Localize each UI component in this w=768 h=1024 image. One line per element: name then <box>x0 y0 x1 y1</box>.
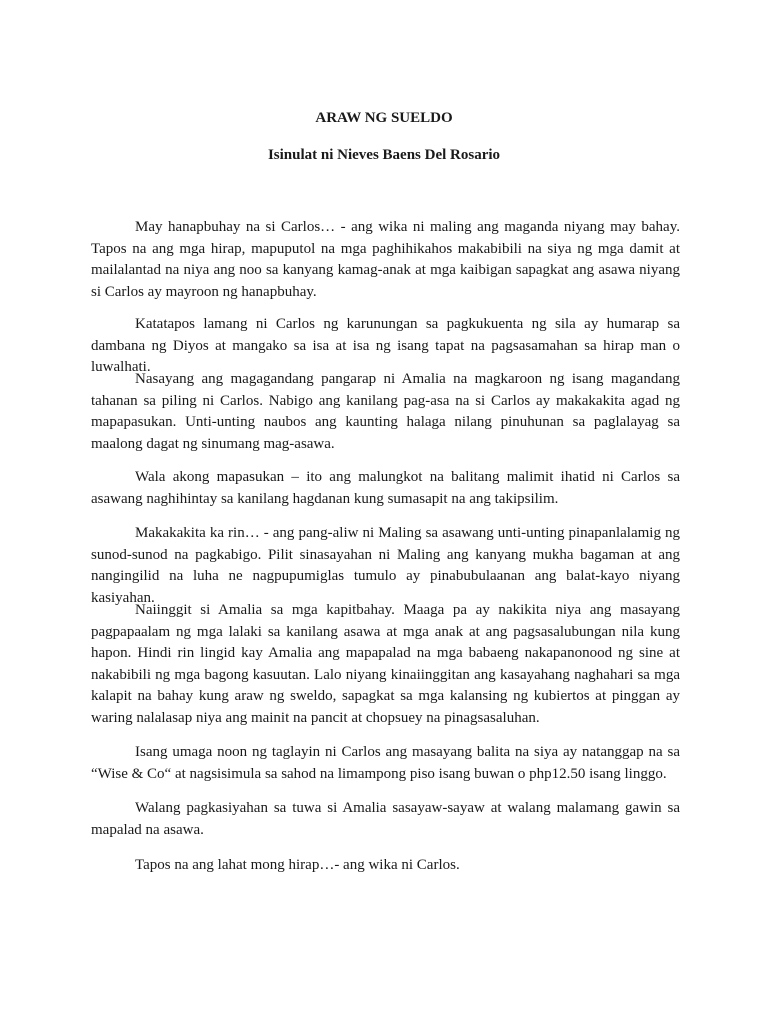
paragraph-8: Walang pagkasiyahan sa tuwa si Amalia sasayaw-sayaw at walang malamang gawin sa mapalad na asawa. <box>91 800 680 838</box>
document-title: ARAW NG SUELDO <box>315 110 453 126</box>
paragraph-7: Isang umaga noon ng taglayin ni Carlos ang masayang balita na siya ay natanggap na sa “Wise & Co“ at nagsisimula sa sahod na limampong piso isang buwan o php12.50 isang linggo. <box>91 744 680 782</box>
paragraph-5: Makakakita ka rin… - ang pang-aliw ni Maling sa asawang unti-unting pinapanlalamig ng sunod-sunod na pagkabigo. Pilit sinasayahan ni Maling ang kanyang mukha bagaman at ang nangingilid na luha ne nagpupumiglas tumulo ay pinabubulaanan ang balat-kayo niyang kasiyahan. <box>91 525 680 606</box>
paragraph-4: Wala akong mapasukan – ito ang malungkot na balitang malimit ihatid ni Carlos sa asawang naghihintay sa kanilang hagdanan kung sumasapit na ang takipsilim. <box>91 469 680 507</box>
paragraph-3: Nasayang ang magagandang pangarap ni Amalia na magkaroon ng isang magandang tahanan sa piling ni Carlos. Nabigo ang kanilang pag-asa na si Carlos ay makakakita agad ng mapapasukan. Unti-unting naubos ang kaunting halaga nilang pinuhunan sa paglalayag sa maalong dagat ng sinumang mag-asawa. <box>91 371 680 452</box>
paragraph-6: Naiinggit si Amalia sa mga kapitbahay. Maaga pa ay nakikita niya ang masayang pagpapaalam ng mga lalaki sa kanilang asawa at mga anak at ang pagsasalubungan nila kung hapon. Hindi rin lingid kay Amalia ang mapapalad na mga babaeng nakapanonood ng sine at nakabibili ng mga bagong kasuutan. Lalo niyang kinaiinggitan ang kasayahang naghahari sa mga kalapit na bahay kung araw ng sweldo, sapagkat sa mga kalansing ng kubiertos at pinggan ay waring nalalasap niya ang mainit na pancit at chopsuey na pinagsasaluhan. <box>91 602 680 726</box>
document-byline: Isinulat ni Nieves Baens Del Rosario <box>267 147 501 163</box>
paragraph-9: Tapos na ang lahat mong hirap…- ang wika ni Carlos. <box>135 857 460 873</box>
paragraph-1: May hanapbuhay na si Carlos… - ang wika ni maling ang maganda niyang may bahay. Tapos na ang mga hirap, mapuputol na mga paghihikahos makabibili na siya ng mga damit at mailalantad na niya ang noo sa kanyang kamag-anak at mga kaibigan sapagkat ang asawa niyang si Carlos ay mayroon ng hanapbuhay. <box>91 219 680 300</box>
paragraph-2: Katatapos lamang ni Carlos ng karunungan sa pagkukuenta ng sila ay humarap sa dambana ng Diyos at mangako sa isa at isa ng isang tapat na pagsasamahan sa hirap man o luwalhati. <box>91 316 680 375</box>
